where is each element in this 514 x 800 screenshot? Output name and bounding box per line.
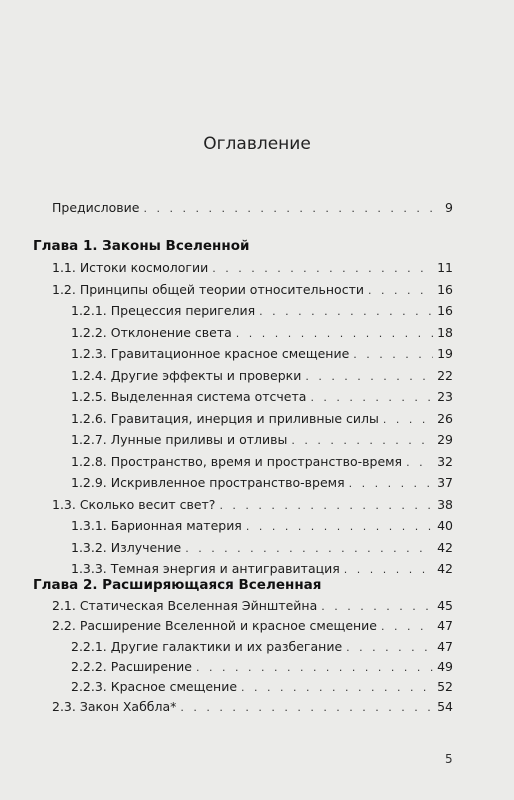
dot-leader [259,304,433,320]
toc-entry-page: 52 [437,679,453,694]
dot-leader [346,640,433,656]
toc-entry-label: 2.2.3. Красное смещение [71,679,238,694]
toc-entry-page: 23 [437,389,453,404]
dot-leader [196,660,433,676]
toc-entry [52,497,453,514]
dot-leader [219,498,433,514]
toc-entry-label: 1.2.8. Пространство, время и пространство-время [71,454,403,469]
toc-entry-page: 19 [437,346,453,361]
toc-entry-page: 47 [437,639,453,654]
toc-entry-page: 54 [437,699,453,714]
toc-entry [71,679,453,696]
toc-entry-page: 45 [437,598,453,613]
chapter-2-title: Глава 2. Расширяющаяся Вселенная [33,577,322,593]
toc-entry-label: 2.3. Закон Хаббла* [52,699,177,714]
toc-entry [71,540,453,557]
toc-entry-label: 1.2.4. Другие эффекты и проверки [71,368,302,383]
dot-leader [344,562,433,578]
dot-leader [321,599,433,615]
toc-entry [71,518,453,535]
toc-entry-label: Предисловие [52,200,140,215]
toc-entry-page: 38 [437,497,453,512]
dot-leader [349,476,434,492]
dot-leader [236,326,433,342]
dot-leader [212,261,433,277]
toc-entry [71,368,453,385]
toc-entry-page: 40 [437,518,453,533]
dot-leader [406,455,433,471]
toc-entry-page: 37 [437,475,453,490]
toc-entry-label: 2.2. Расширение Вселенной и красное смещение [52,618,377,633]
dot-leader [310,390,433,406]
toc-entry-preface [52,200,453,217]
toc-entry [71,432,453,449]
toc-entry [71,325,453,342]
toc-entry-label: 2.2.2. Расширение [71,659,192,674]
chapter-1-title: Глава 1. Законы Вселенной [33,238,250,254]
toc-entry-label: 1.2.7. Лунные приливы и отливы [71,432,288,447]
toc-entry [71,639,453,656]
toc-entry-page: 11 [437,260,453,275]
dot-leader [185,541,433,557]
toc-entry-page: 47 [437,618,453,633]
toc-entry-label: 1.2.2. Отклонение света [71,325,232,340]
toc-entry [71,389,453,406]
dot-leader [305,369,433,385]
dot-leader [241,680,433,696]
toc-entry-page: 26 [437,411,453,426]
dot-leader [246,519,433,535]
toc-entry [71,303,453,320]
dot-leader [368,283,433,299]
dot-leader [383,412,433,428]
toc-entry-label: 1.2.1. Прецессия перигелия [71,303,256,318]
toc-entry-label: 1.2.9. Искривленное пространство-время [71,475,345,490]
toc-entry-label: 1.3.1. Барионная материя [71,518,242,533]
toc-entry [71,561,453,578]
toc-entry-page: 32 [437,454,453,469]
page-number: 5 [445,752,453,766]
toc-entry [52,282,453,299]
toc-entry [52,260,453,277]
toc-entry-page: 42 [437,540,453,555]
dot-leader [180,700,433,716]
toc-entry-label: 1.3.3. Темная энергия и антигравитация [71,561,340,576]
toc-entry-label: 2.1. Статическая Вселенная Эйнштейна [52,598,318,613]
toc-entry-label: 1.2.5. Выделенная система отсчета [71,389,307,404]
toc-entry-page: 49 [437,659,453,674]
toc-entry-label: 1.2. Принципы общей теории относительности [52,282,364,297]
toc-entry-label: 1.2.6. Гравитация, инерция и приливные силы [71,411,379,426]
toc-entry-label: 1.3. Сколько весит свет? [52,497,216,512]
toc-entry-label: 1.2.3. Гравитационное красное смещение [71,346,350,361]
toc-entry-page: 16 [437,303,453,318]
toc-entry-page: 29 [437,432,453,447]
toc-entry-page: 16 [437,282,453,297]
toc-entry-page: 22 [437,368,453,383]
toc-entry [71,659,453,676]
toc-entry [71,411,453,428]
dot-leader [353,347,433,363]
toc-entry-page: 9 [445,200,453,215]
dot-leader [381,619,433,635]
toc-entry [52,598,453,615]
toc-entry [71,475,453,492]
toc-entry-label: 2.2.1. Другие галактики и их разбегание [71,639,343,654]
toc-entry [52,618,453,635]
toc-entry-page: 42 [437,561,453,576]
toc-entry [71,454,453,471]
dot-leader [291,433,433,449]
toc-entry-page: 18 [437,325,453,340]
toc-entry-label: 1.1. Истоки космологии [52,260,209,275]
toc-entry [52,699,453,716]
page-title: Оглавление [203,134,311,154]
toc-entry-label: 1.3.2. Излучение [71,540,182,555]
toc-entry [71,346,453,363]
dot-leader [143,201,441,217]
